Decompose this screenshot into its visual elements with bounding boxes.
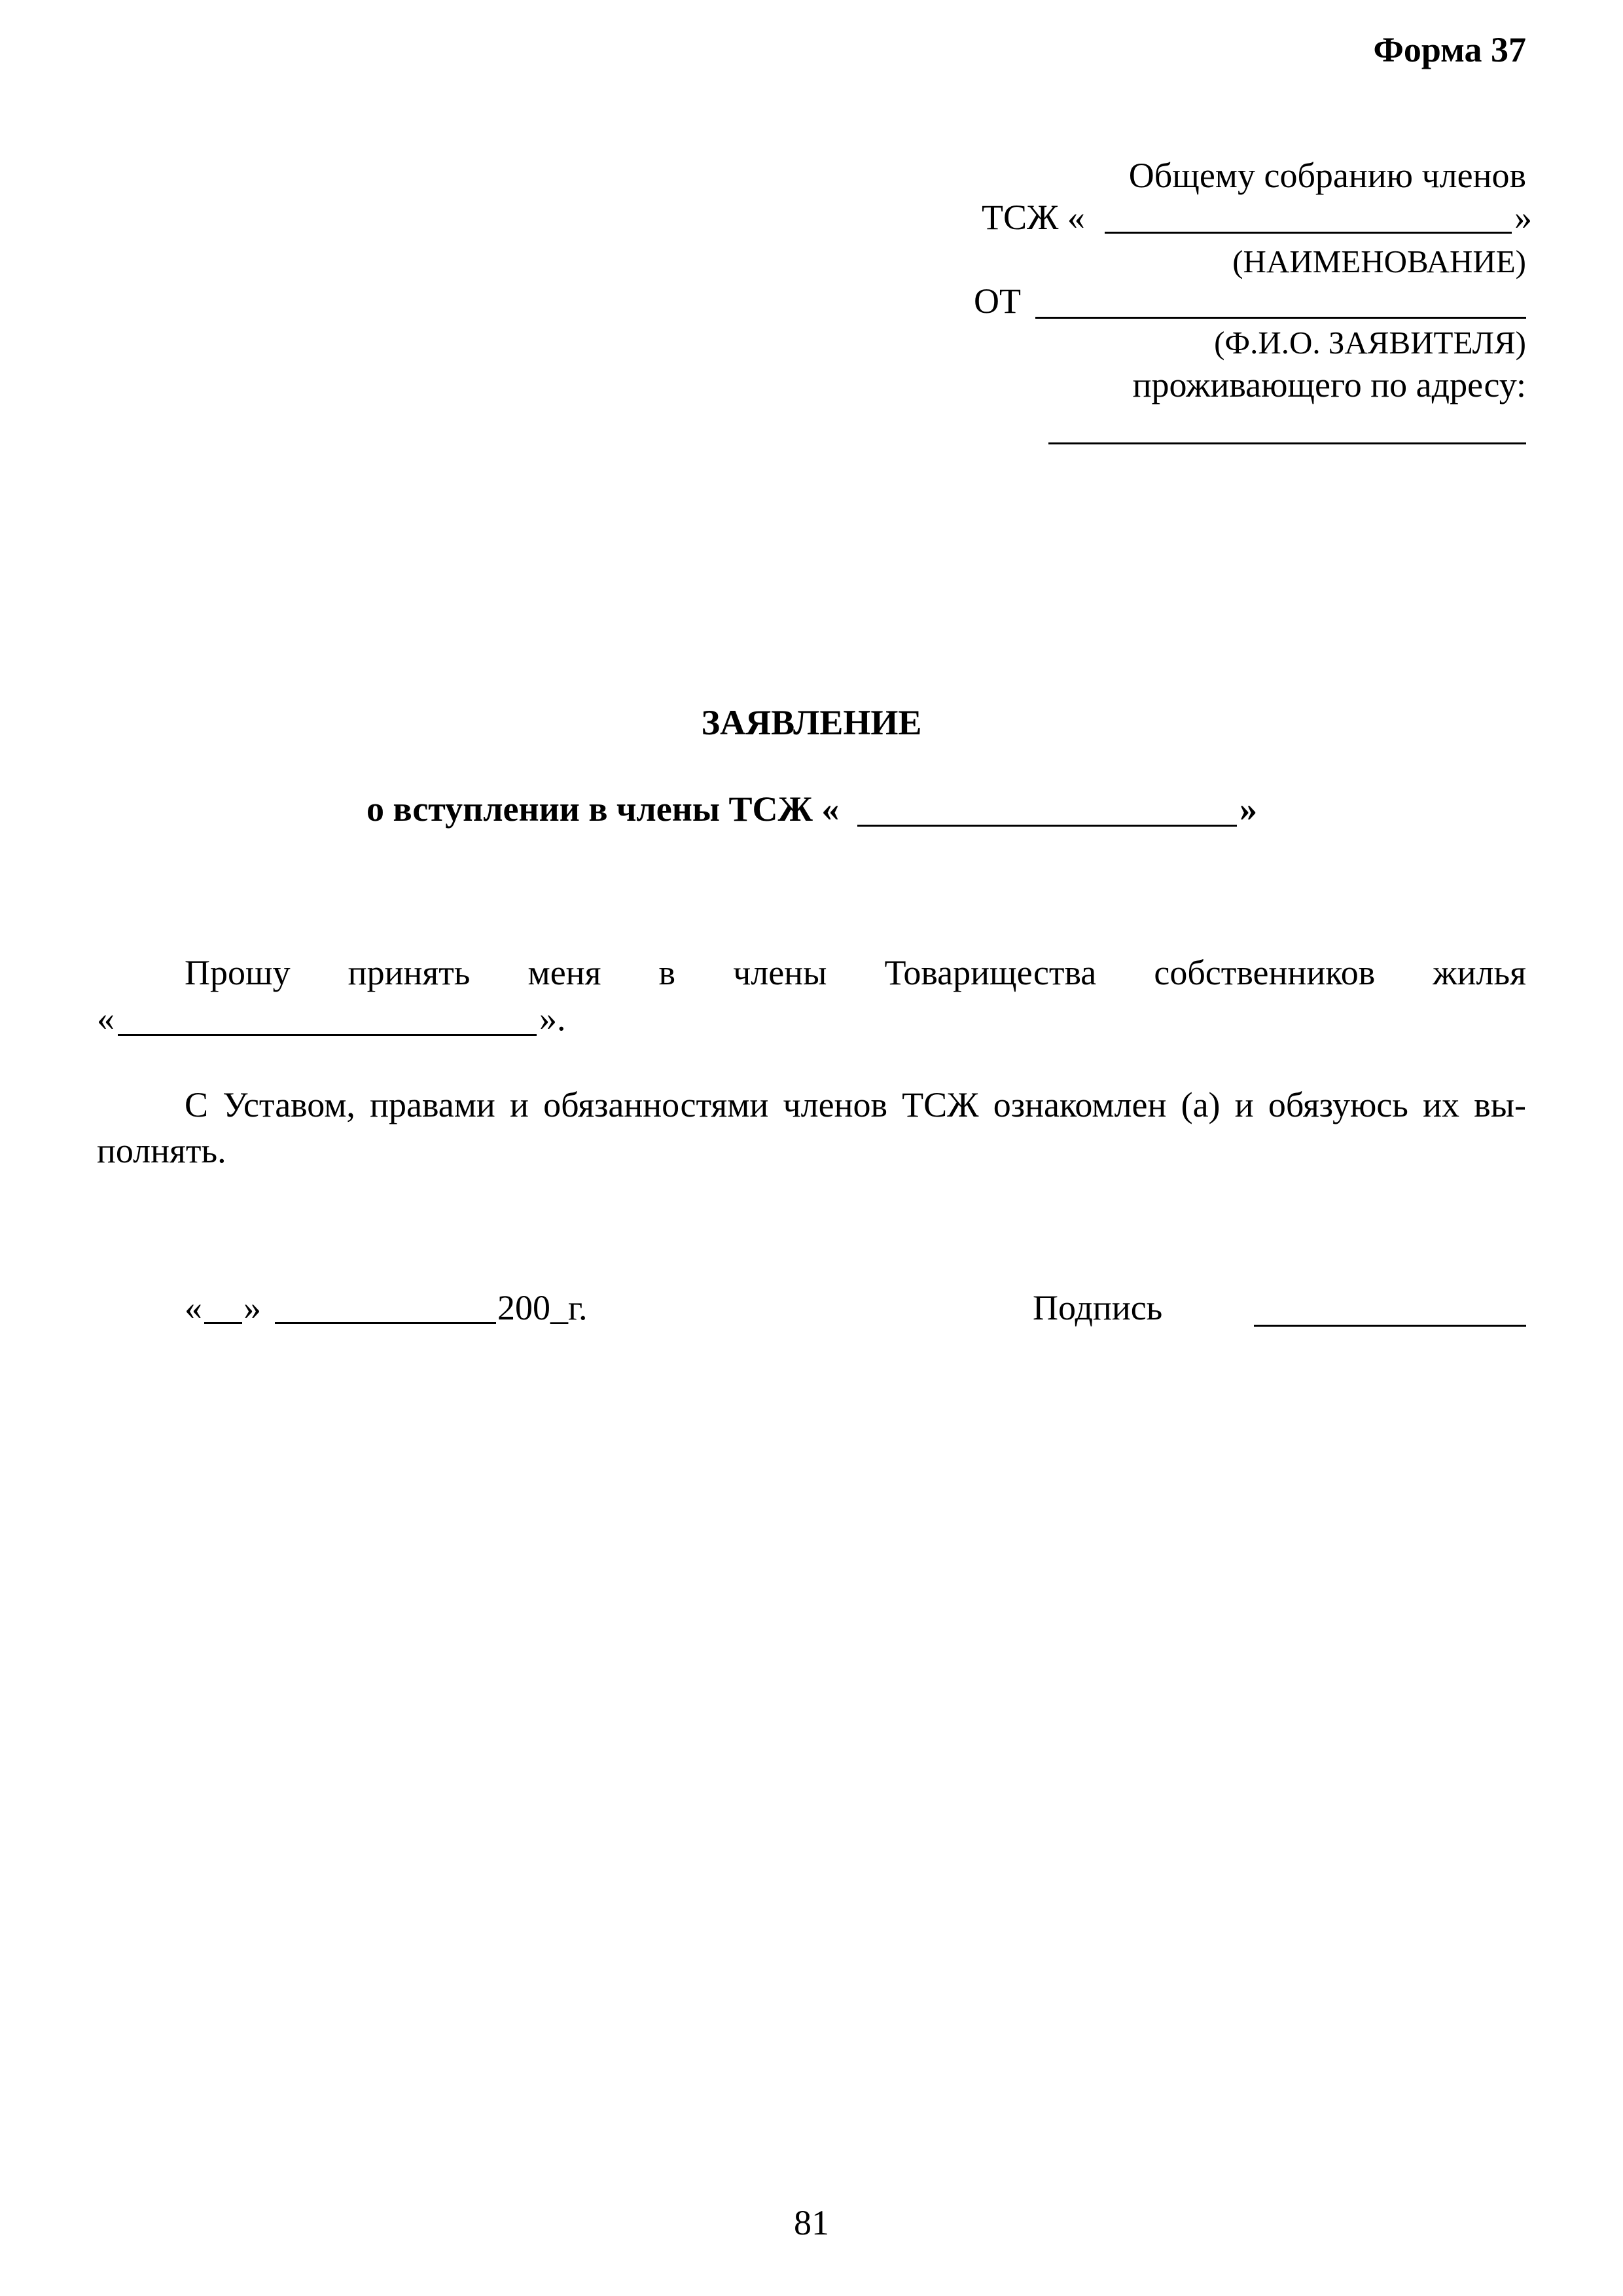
paragraph-2-line1: С Уставом, правами и обязанностями членов ТСЖ ознакомлен (а) и обязуюсь их вы- [185, 1085, 1526, 1124]
partnership-name-line[interactable] [118, 1034, 537, 1036]
addressee-tszh-suffix: » [1514, 198, 1532, 237]
applicant-fio-line[interactable] [1035, 317, 1526, 319]
p1-word: Товарищества [884, 953, 1097, 992]
date-quote-open: « [185, 1288, 202, 1327]
form-label: Форма 37 [1373, 30, 1526, 69]
subtitle-tszh-name-line[interactable] [857, 825, 1237, 827]
fio-caption: (Ф.И.О. ЗАЯВИТЕЛЯ) [1214, 325, 1526, 361]
p1-word: члены [733, 953, 827, 992]
name-caption: (НАИМЕНОВАНИЕ) [1232, 243, 1526, 279]
paragraph-1-line1 [185, 952, 1526, 994]
addressee-line1: Общему собранию членов [1128, 156, 1526, 195]
from-label: ОТ [974, 281, 1021, 321]
p1-quote-open: « [97, 999, 115, 1038]
date-quote-close: » [243, 1288, 261, 1327]
p1-word: жилья [1433, 953, 1526, 992]
p1-word: в [658, 953, 676, 992]
date-month-line[interactable] [275, 1322, 496, 1324]
date-day-line[interactable] [204, 1322, 242, 1324]
subtitle-suffix: » [1240, 789, 1257, 829]
address-line[interactable] [1048, 442, 1526, 444]
address-label: проживающего по адресу: [1132, 365, 1526, 404]
p1-quote-close: ». [539, 999, 566, 1038]
p1-word: принять [348, 953, 471, 992]
paragraph-2-line2: полнять. [97, 1131, 226, 1170]
addressee-tszh-name-line[interactable] [1105, 232, 1512, 234]
page-number: 81 [794, 2203, 829, 2242]
subtitle-prefix: о вступлении в члены ТСЖ « [366, 789, 840, 829]
p1-word: Прошу [185, 953, 291, 992]
p1-word: собственников [1154, 953, 1376, 992]
signature-line[interactable] [1254, 1325, 1526, 1327]
date-year: 200_г. [497, 1288, 588, 1327]
p1-word: меня [527, 953, 601, 992]
signature-label: Подпись [1033, 1288, 1163, 1327]
document-title: ЗАЯВЛЕНИЕ [701, 703, 922, 742]
addressee-tszh-prefix: ТСЖ « [982, 198, 1085, 237]
